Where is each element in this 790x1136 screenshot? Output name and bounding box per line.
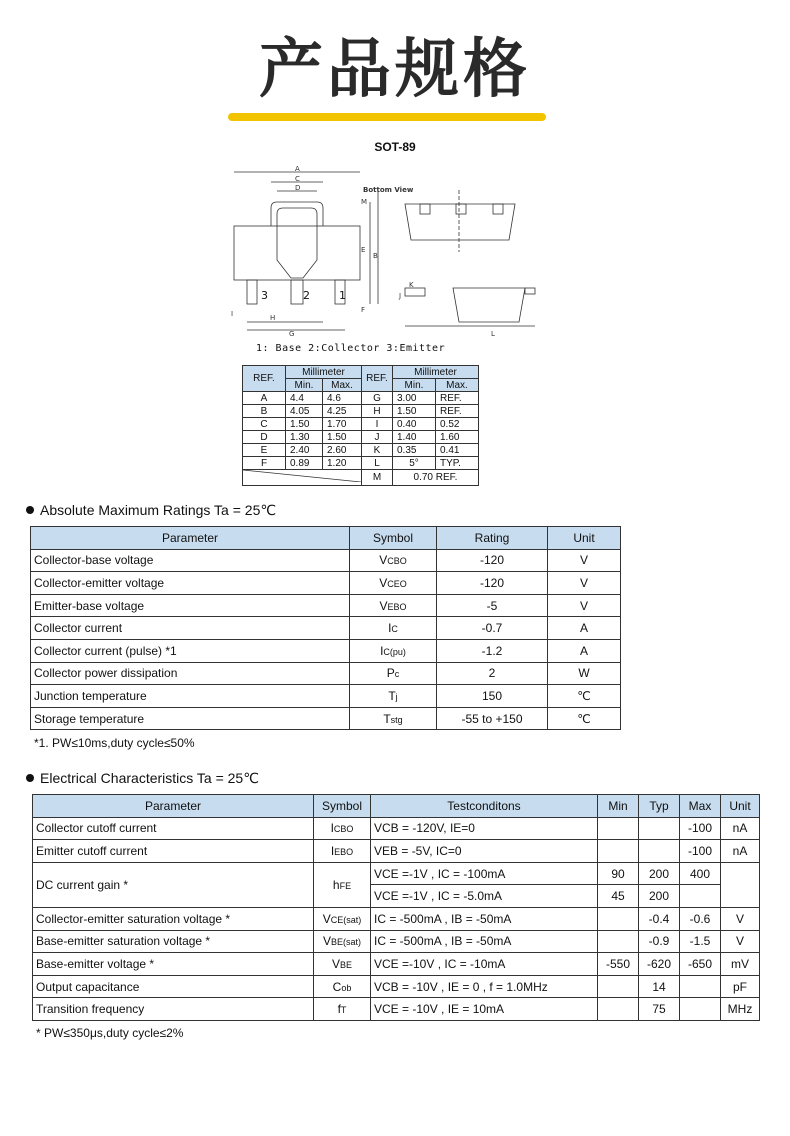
max-cell: -100 — [680, 817, 721, 840]
parameter-cell: Collector-base voltage — [31, 549, 350, 572]
table-row: B 4.05 4.25 H 1.50 REF. — [243, 405, 479, 418]
table-row — [31, 572, 621, 595]
svg-text:C: C — [295, 175, 300, 183]
symbol-cell: VCEO — [350, 572, 437, 595]
unit-cell: V — [548, 572, 621, 595]
symbol-cell: VCBO — [350, 549, 437, 572]
max-cell — [680, 998, 721, 1021]
parameter-cell: DC current gain * — [33, 862, 314, 907]
svg-text:E: E — [361, 246, 366, 254]
symbol-cell: VEBO — [350, 594, 437, 617]
symbol-cell: IC — [350, 617, 437, 640]
min-cell: 45 — [598, 885, 639, 908]
parameter-cell: Emitter cutoff current — [33, 840, 314, 863]
typ-cell: -620 — [639, 953, 680, 976]
unit-cell: ℃ — [548, 685, 621, 708]
pin-number: 2 — [303, 289, 310, 302]
table-row — [33, 998, 760, 1021]
min-cell — [598, 998, 639, 1021]
mm-header: Millimeter — [393, 366, 479, 379]
max-cell — [680, 885, 721, 908]
symbol-cell: VBE — [314, 953, 371, 976]
mm-header: Millimeter — [286, 366, 362, 379]
svg-text:H: H — [270, 314, 276, 322]
rating-cell: -5 — [437, 594, 548, 617]
parameter-cell: Collector current — [31, 617, 350, 640]
pin-number: 3 — [261, 289, 268, 302]
unit-cell: pF — [721, 975, 760, 998]
table-row — [31, 707, 621, 730]
unit-cell: A — [548, 639, 621, 662]
parameter-cell: Collector cutoff current — [33, 817, 314, 840]
min-cell — [598, 907, 639, 930]
abs-max-table — [30, 526, 621, 730]
condition-cell: VCE =-1V , IC = -100mA — [371, 862, 598, 885]
rating-cell: 2 — [437, 662, 548, 685]
unit-cell: V — [721, 907, 760, 930]
parameter-cell: Junction temperature — [31, 685, 350, 708]
svg-text:D: D — [295, 184, 301, 192]
empty-cell — [243, 470, 362, 486]
parameter-cell: Output capacitance — [33, 975, 314, 998]
pin-number: 1 — [339, 289, 346, 302]
svg-text:L: L — [491, 330, 495, 338]
min-header: Min. — [393, 379, 436, 392]
symbol-cell: hFE — [314, 862, 371, 907]
condition-cell: VCE = -10V , IE = 10mA — [371, 998, 598, 1021]
bullet-icon — [26, 774, 34, 782]
symbol-cell: IEBO — [314, 840, 371, 863]
unit-cell: V — [548, 594, 621, 617]
parameter-cell: Collector power dissipation — [31, 662, 350, 685]
table-row: D 1.30 1.50 J 1.40 1.60 — [243, 431, 479, 444]
min-cell: -550 — [598, 953, 639, 976]
condition-cell: VCB = -120V, IE=0 — [371, 817, 598, 840]
bullet-icon — [26, 506, 34, 514]
symbol-cell: fT — [314, 998, 371, 1021]
symbol-cell: IC(pu) — [350, 639, 437, 662]
typ-cell — [639, 840, 680, 863]
table-row: A 4.4 4.6 G 3.00 REF. — [243, 392, 479, 405]
max-cell: -100 — [680, 840, 721, 863]
title-underline — [228, 113, 546, 121]
min-cell: 90 — [598, 862, 639, 885]
svg-text:B: B — [373, 252, 378, 260]
condition-cell: IC = -500mA , IB = -50mA — [371, 930, 598, 953]
pin-legend: 1: Base 2:Collector 3:Emitter — [256, 343, 446, 354]
typ-cell: 200 — [639, 885, 680, 908]
svg-text:F: F — [361, 306, 366, 314]
elec-table — [32, 794, 760, 1021]
rating-cell: -1.2 — [437, 639, 548, 662]
svg-text:K: K — [409, 281, 414, 289]
symbol-cell: Tstg — [350, 707, 437, 730]
symbol-cell: ICBO — [314, 817, 371, 840]
unit-cell: V — [548, 549, 621, 572]
table-row: E 2.40 2.60 K 0.35 0.41 — [243, 444, 479, 457]
max-header: Max. — [323, 379, 362, 392]
max-cell — [680, 975, 721, 998]
ref-header: REF. — [243, 366, 286, 392]
typ-cell: 200 — [639, 862, 680, 885]
typ-cell: -0.9 — [639, 930, 680, 953]
svg-text:Bottom View: Bottom View — [363, 186, 414, 194]
abs-max-note: *1. PW≤10ms,duty cycle≤50% — [34, 736, 195, 750]
condition-cell: VCE =-10V , IC = -10mA — [371, 953, 598, 976]
typ-cell: -0.4 — [639, 907, 680, 930]
symbol-cell: Tj — [350, 685, 437, 708]
elec-note: * PW≤350μs,duty cycle≤2% — [36, 1026, 184, 1040]
min-cell — [598, 840, 639, 863]
svg-text:M: M — [361, 198, 368, 206]
table-row — [33, 953, 760, 976]
unit-cell: W — [548, 662, 621, 685]
condition-cell: VEB = -5V, IC=0 — [371, 840, 598, 863]
page-title: 产品规格 — [259, 33, 531, 107]
max-cell: -0.6 — [680, 907, 721, 930]
table-row — [33, 862, 760, 885]
symbol-cell: VCE(sat) — [314, 907, 371, 930]
parameter-cell: Collector current (pulse) *1 — [31, 639, 350, 662]
svg-text:J: J — [399, 292, 402, 300]
max-cell: -1.5 — [680, 930, 721, 953]
elec-heading: Electrical Characteristics Ta = 25℃ — [26, 770, 259, 787]
parameter-cell: Base-emitter saturation voltage * — [33, 930, 314, 953]
table-row: C 1.50 1.70 I 0.40 0.52 — [243, 418, 479, 431]
unit-cell: nA — [721, 840, 760, 863]
table-header-row: Parameter Symbol Rating Unit — [31, 527, 621, 550]
table-row — [31, 685, 621, 708]
typ-cell: 14 — [639, 975, 680, 998]
rating-cell: -0.7 — [437, 617, 548, 640]
unit-cell: mV — [721, 953, 760, 976]
parameter-cell: Transition frequency — [33, 998, 314, 1021]
rating-cell: -55 to +150 — [437, 707, 548, 730]
table-row — [33, 817, 760, 840]
parameter-cell: Base-emitter voltage * — [33, 953, 314, 976]
symbol-cell: Pc — [350, 662, 437, 685]
rating-cell: 150 — [437, 685, 548, 708]
parameter-cell: Collector-emitter voltage — [31, 572, 350, 595]
max-header: Max. — [436, 379, 479, 392]
unit-cell — [721, 862, 760, 907]
table-row — [31, 662, 621, 685]
unit-cell: V — [721, 930, 760, 953]
typ-cell: 75 — [639, 998, 680, 1021]
typ-cell — [639, 817, 680, 840]
table-row — [33, 907, 760, 930]
table-row — [33, 840, 760, 863]
min-cell — [598, 975, 639, 998]
symbol-cell: Cob — [314, 975, 371, 998]
min-cell — [598, 817, 639, 840]
parameter-cell: Storage temperature — [31, 707, 350, 730]
table-row — [33, 930, 760, 953]
symbol-cell: VBE(sat) — [314, 930, 371, 953]
ref-header: REF. — [362, 366, 393, 392]
parameter-cell: Emitter-base voltage — [31, 594, 350, 617]
dimension-table — [242, 365, 479, 486]
svg-text:I: I — [231, 310, 234, 318]
table-row — [31, 617, 621, 640]
dim-label: A — [295, 165, 300, 173]
condition-cell: IC = -500mA , IB = -50mA — [371, 907, 598, 930]
condition-cell: VCB = -10V , IE = 0 , f = 1.0MHz — [371, 975, 598, 998]
rating-cell: -120 — [437, 572, 548, 595]
table-row — [33, 975, 760, 998]
max-cell: 400 — [680, 862, 721, 885]
table-row: M 0.70 REF. — [243, 470, 479, 486]
rating-cell: -120 — [437, 549, 548, 572]
abs-max-heading: Absolute Maximum Ratings Ta = 25℃ — [26, 502, 276, 519]
parameter-cell: Collector-emitter saturation voltage * — [33, 907, 314, 930]
max-cell: -650 — [680, 953, 721, 976]
min-header: Min. — [286, 379, 323, 392]
unit-cell: ℃ — [548, 707, 621, 730]
unit-cell: MHz — [721, 998, 760, 1021]
package-label: SOT-89 — [374, 140, 416, 154]
unit-cell: nA — [721, 817, 760, 840]
table-row: F 0.89 1.20 L 5° TYP. — [243, 457, 479, 470]
min-cell — [598, 930, 639, 953]
unit-cell: A — [548, 617, 621, 640]
table-header-row: Parameter Symbol Testconditons Min Typ Max Unit — [33, 795, 760, 818]
condition-cell: VCE =-1V , IC = -5.0mA — [371, 885, 598, 908]
svg-text:G: G — [289, 330, 295, 338]
package-drawing — [225, 160, 545, 340]
table-row — [31, 594, 621, 617]
table-row — [31, 639, 621, 662]
table-row — [31, 549, 621, 572]
